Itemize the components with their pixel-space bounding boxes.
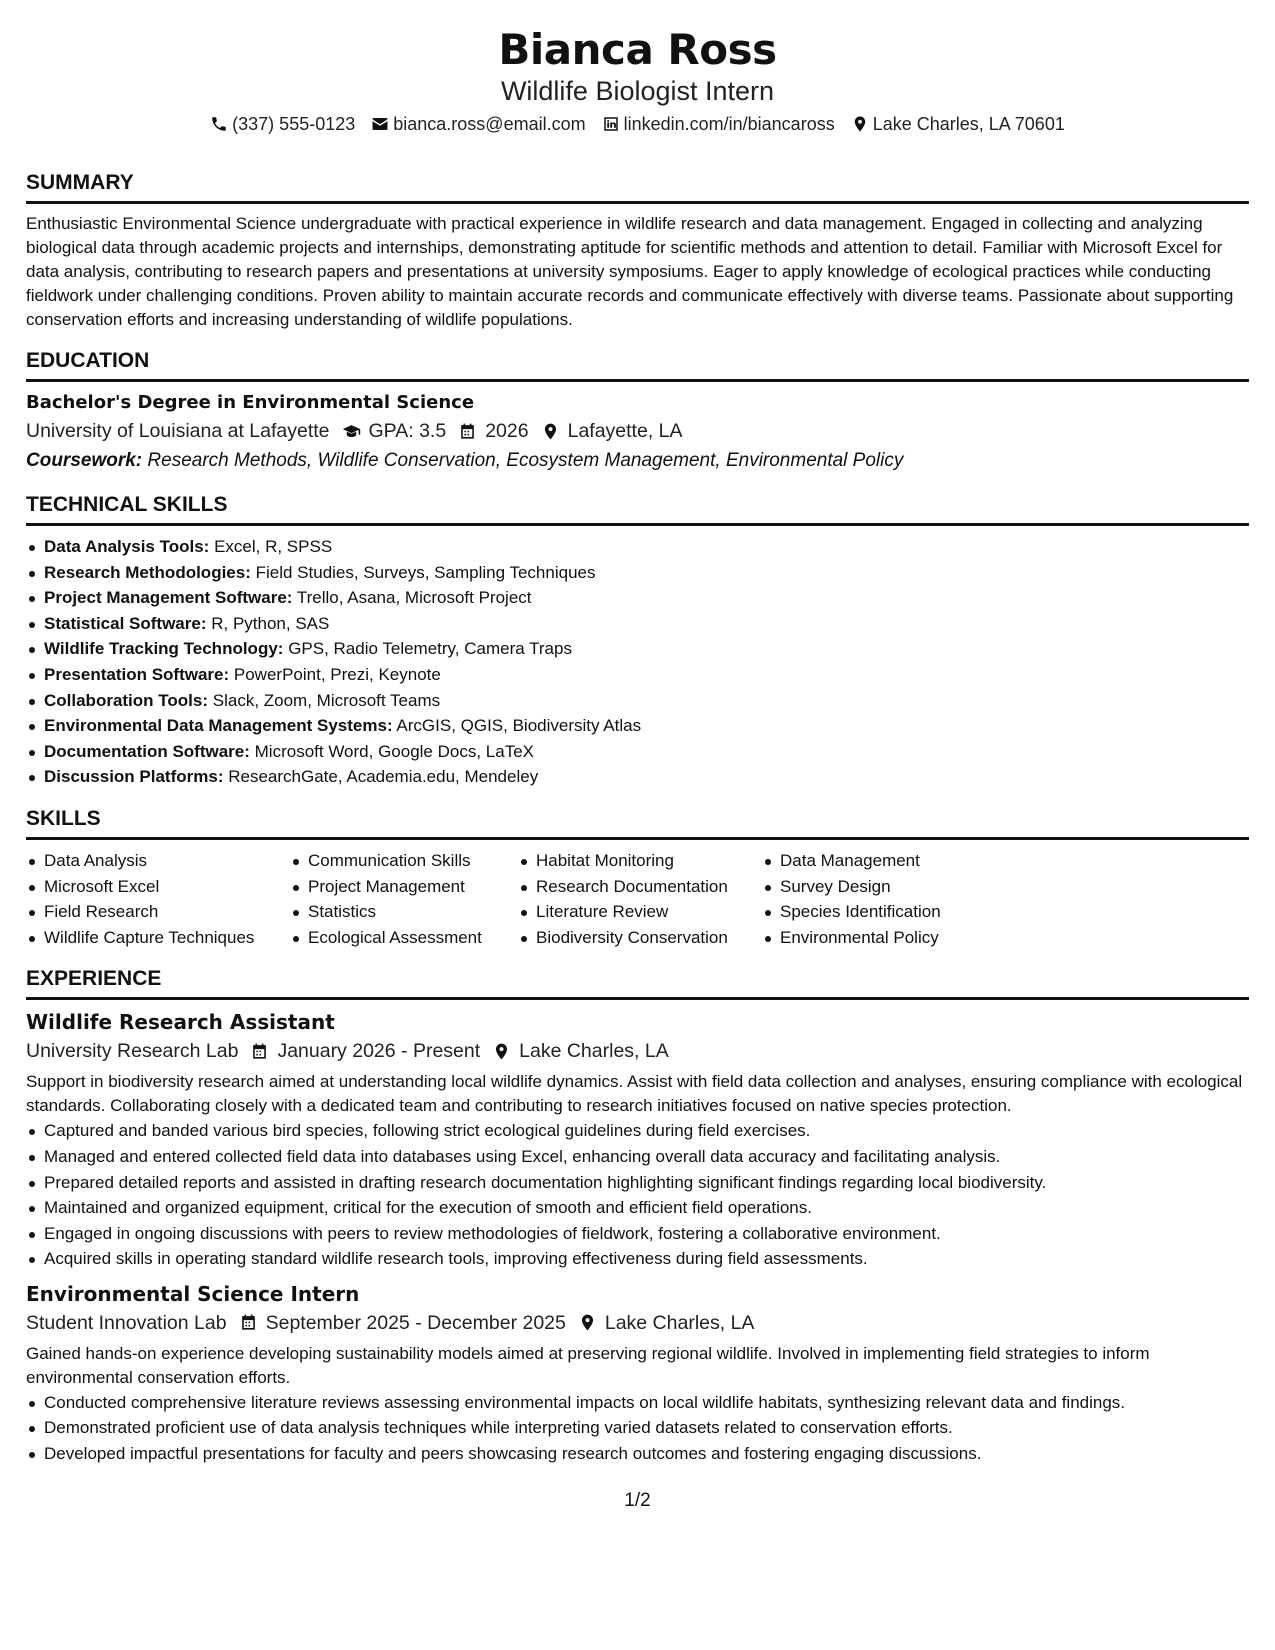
list-item: Project Management: [308, 874, 536, 900]
list-item: Engaged in ongoing discussions with peers to review methodologies of fieldwork, fostering a collaborative environment.: [44, 1221, 1249, 1247]
list-item: Survey Design: [780, 874, 1020, 900]
skill-value: R, Python, SAS: [211, 613, 330, 633]
skill-value: Microsoft Word, Google Docs, LaTeX: [254, 741, 534, 761]
experience-section: [26, 954, 1249, 1466]
phone-icon: [210, 115, 228, 133]
summary-text: Enthusiastic Environmental Science undergraduate with practical experience in wildlife research and data management. Engaged in collecting and analyzing biological data through academic projects and internships, demonstrating aptitude for scientific methods and attention to detail. Familiar with Microsoft Excel for data analysis, contributing to research papers and presentations at university symposiums. Eager to apply knowledge of ecological practices while conducting fieldwork under challenging conditions. Proven ability to maintain accurate records and communicate effectively with diverse teams. Passionate about supporting conservation efforts and increasing understanding of wildlife populations.: [26, 214, 1234, 329]
skill-value: Field Studies, Surveys, Sampling Techniques: [255, 562, 596, 582]
map-pin-icon: [492, 1042, 511, 1061]
map-pin-icon: [541, 422, 560, 441]
skill-label: Statistical Software:: [44, 613, 207, 633]
list-item: Research Documentation: [536, 874, 780, 900]
degree-title: Bachelor's Degree in Environmental Science: [26, 392, 475, 413]
skill-label: Collaboration Tools:: [44, 690, 209, 710]
list-item: [44, 534, 1249, 560]
contact-phone-text: (337) 555-0123: [232, 114, 356, 134]
job-org: Student Innovation Lab: [26, 1311, 227, 1334]
calendar-icon: [250, 1042, 269, 1061]
list-item: [44, 585, 1249, 611]
summary-heading: SUMMARY: [26, 158, 1249, 204]
coursework-label: Coursework:: [26, 450, 143, 471]
list-item: Habitat Monitoring: [536, 848, 780, 874]
list-item: Prepared detailed reports and assisted in drafting research documentation highlighting significant findings regarding local biodiversity.: [44, 1170, 1249, 1196]
job-dates: January 2026 - Present: [277, 1040, 481, 1063]
education-meta: [26, 416, 1249, 446]
map-pin-icon: [578, 1313, 597, 1332]
job-bullets: [26, 1390, 1249, 1467]
job-meta: [26, 1308, 1249, 1338]
skill-value: ArcGIS, QGIS, Biodiversity Atlas: [396, 716, 642, 736]
job-dates: September 2025 - December 2025: [265, 1311, 566, 1334]
skills-grid: [26, 848, 1249, 950]
graduation-cap-icon: [342, 422, 361, 441]
summary-section: [26, 158, 1249, 332]
coursework-list: Research Methods, Wildlife Conservation, Ecosystem Management, Environmental Policy: [147, 450, 904, 471]
job-entry: [26, 1280, 1249, 1467]
skill-label: Presentation Software:: [44, 664, 230, 684]
contact-linkedin[interactable]: [602, 112, 835, 136]
list-item: [44, 662, 1249, 688]
list-item: Statistics: [308, 899, 536, 925]
gpa: GPA: 3.5: [368, 420, 447, 442]
job-org: University Research Lab: [26, 1040, 239, 1063]
list-item: [44, 560, 1249, 586]
list-item: Data Management: [780, 848, 1020, 874]
job-location: Lake Charles, LA: [604, 1311, 755, 1334]
skill-label: Discussion Platforms:: [44, 767, 224, 787]
list-item: Developed impactful presentations for faculty and peers showcasing research outcomes and fostering engaging discussions.: [44, 1441, 1249, 1467]
skill-label: Data Analysis Tools:: [44, 537, 210, 556]
contact-location-text: Lake Charles, LA 70601: [872, 114, 1065, 134]
contact-bar: [26, 112, 1249, 136]
list-item: Ecological Assessment: [308, 925, 536, 951]
job-entry: [26, 1008, 1249, 1272]
job-location: Lake Charles, LA: [519, 1040, 669, 1063]
contact-email[interactable]: [371, 112, 585, 136]
technical-skills-list: [26, 534, 1249, 790]
map-pin-icon: [851, 115, 869, 133]
list-item: [44, 611, 1249, 637]
skill-label: Documentation Software:: [44, 741, 250, 761]
experience-heading: EXPERIENCE: [26, 954, 1249, 1000]
skill-label: Environmental Data Management Systems:: [44, 716, 393, 736]
skill-value: Excel, R, SPSS: [214, 537, 333, 556]
list-item: Microsoft Excel: [44, 874, 308, 900]
list-item: Biodiversity Conservation: [536, 925, 780, 951]
linkedin-icon: [602, 115, 620, 133]
list-item: Data Analysis: [44, 848, 308, 874]
list-item: Wildlife Capture Techniques: [44, 925, 308, 951]
skill-label: Research Methodologies:: [44, 562, 251, 582]
list-item: [44, 764, 1249, 790]
resume-header: [26, 0, 1249, 136]
technical-skills-heading: TECHNICAL SKILLS: [26, 480, 1249, 526]
school-name: University of Louisiana at Lafayette: [26, 420, 330, 442]
skill-value: GPS, Radio Telemetry, Camera Traps: [288, 639, 572, 659]
list-item: [44, 713, 1249, 739]
technical-skills-section: [26, 480, 1249, 790]
list-item: Acquired skills in operating standard wildlife research tools, improving effectiveness during field assessments.: [44, 1246, 1249, 1272]
job-title: Environmental Science Intern: [26, 1281, 360, 1306]
job-summary: Gained hands-on experience developing sustainability models aimed at preserving regional wildlife. Involved in implementing field strategies to inform environmental conservation efforts.: [26, 1343, 1150, 1387]
list-item: Maintained and organized equipment, critical for the execution of smooth and efficient field operations.: [44, 1195, 1249, 1221]
list-item: Conducted comprehensive literature reviews assessing environmental impacts on local wildlife habitats, synthesizing relevant data and findings.: [44, 1390, 1249, 1416]
skill-label: Project Management Software:: [44, 588, 293, 608]
list-item: Environmental Policy: [780, 925, 1020, 951]
contact-linkedin-text[interactable]: linkedin.com/in/biancaross: [623, 114, 835, 134]
skill-label: Wildlife Tracking Technology:: [44, 639, 284, 659]
envelope-icon: [371, 115, 389, 133]
list-item: [44, 739, 1249, 765]
job-title: Wildlife Research Assistant: [26, 1010, 335, 1035]
skills-section: [26, 794, 1249, 950]
contact-location: [851, 112, 1065, 136]
list-item: [44, 636, 1249, 662]
skill-value: Slack, Zoom, Microsoft Teams: [212, 690, 441, 710]
skill-value: PowerPoint, Prezi, Keynote: [233, 664, 441, 684]
skills-heading: SKILLS: [26, 794, 1249, 840]
list-item: Communication Skills: [308, 848, 536, 874]
list-item: [44, 688, 1249, 714]
job-meta: [26, 1036, 1249, 1066]
coursework-line: [26, 446, 1249, 476]
skill-value: ResearchGate, Academia.edu, Mendeley: [228, 767, 539, 787]
skill-value: Trello, Asana, Microsoft Project: [296, 588, 532, 608]
list-item: Field Research: [44, 899, 308, 925]
calendar-icon: [458, 422, 477, 441]
skills-column: [308, 848, 536, 950]
list-item: Captured and banded various bird species, following strict ecological guidelines during field exercises.: [44, 1118, 1249, 1144]
education-heading: EDUCATION: [26, 336, 1249, 382]
list-item: Species Identification: [780, 899, 1020, 925]
candidate-name: Bianca Ross: [498, 25, 777, 74]
calendar-icon: [239, 1313, 258, 1332]
page-number: 1/2: [624, 1490, 651, 1511]
job-bullets: [26, 1118, 1249, 1272]
skills-column: [44, 848, 308, 950]
skills-column: [780, 848, 1020, 950]
list-item: Demonstrated proficient use of data analysis techniques while interpreting varied datasets related to conservation efforts.: [44, 1415, 1249, 1441]
graduation-year: 2026: [485, 420, 529, 442]
contact-email-text[interactable]: bianca.ross@email.com: [393, 114, 586, 134]
job-summary: Support in biodiversity research aimed at understanding local wildlife dynamics. Assist with field data collection and analyses, ensuring compliance with ecological standards. Collaborating closely with a dedicated team and contributing to research initiatives focused on native species protection.: [26, 1072, 1243, 1116]
list-item: Managed and entered collected field data into databases using Excel, enhancing overall data accuracy and facilitating analysis.: [44, 1144, 1249, 1170]
candidate-title: Wildlife Biologist Intern: [500, 76, 775, 106]
school-location: Lafayette, LA: [567, 420, 683, 442]
list-item: Literature Review: [536, 899, 780, 925]
contact-phone: [210, 112, 355, 136]
skills-column: [536, 848, 780, 950]
education-section: [26, 336, 1249, 476]
